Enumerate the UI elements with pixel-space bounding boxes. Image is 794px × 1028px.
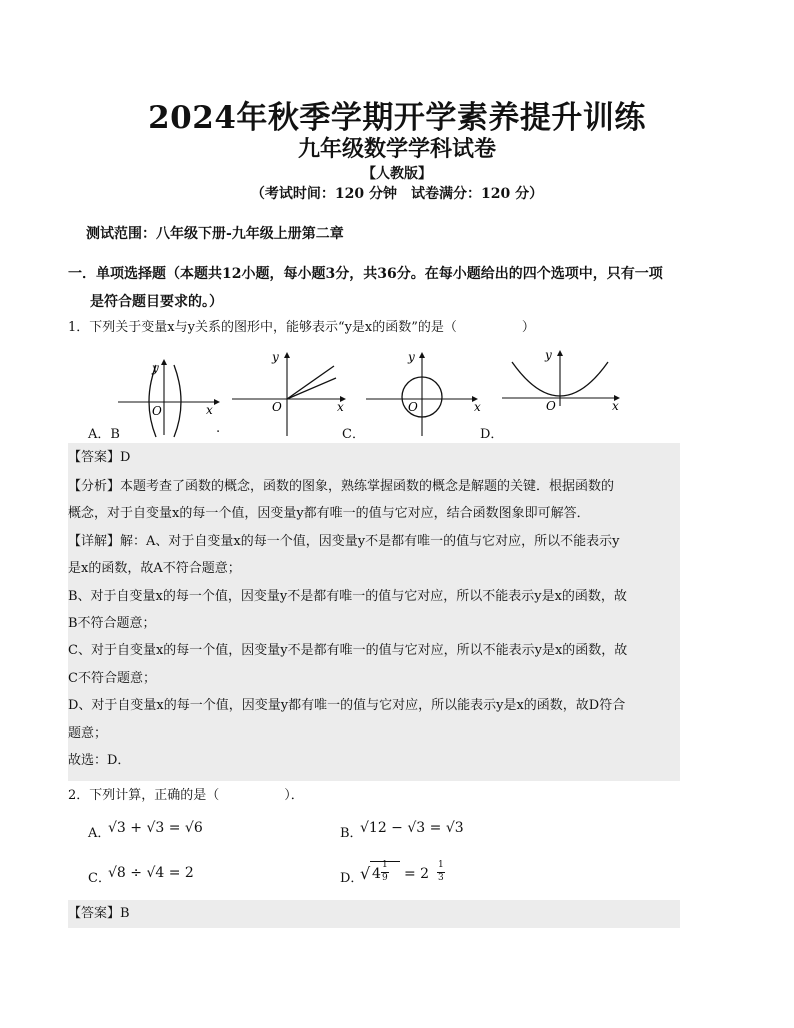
q2-d-rden: 3	[438, 873, 444, 883]
q2-option-d-label: D．	[340, 871, 364, 886]
q2-d-den: 9	[382, 873, 388, 883]
q1-solution-block	[68, 443, 680, 781]
q1-analysis-line: 概念，对于自变量x的每一个值，因变量y都有唯一的值与它对应，结合函数图象即可解答．	[68, 506, 590, 522]
graph-d-y-label: y	[545, 348, 552, 362]
q1-option-b-dot: .	[216, 421, 221, 436]
q2-option-a-expr: √3 + √3 = √6	[108, 820, 203, 836]
graph-a	[116, 355, 221, 440]
q2-d-num: 1	[382, 860, 388, 870]
test-scope: 测试范围：八年级下册-九年级上册第二章	[86, 226, 344, 242]
q1-analysis-line: C不符合题意；	[68, 670, 156, 686]
graph-d-origin: O	[546, 399, 556, 413]
exam-title: 2024年秋季学期开学素养提升训练	[148, 100, 646, 136]
section-heading-line2: 是符合题目要求的。）	[90, 294, 223, 310]
q1-answer: 【答案】D	[68, 450, 131, 465]
graph-d	[500, 346, 626, 436]
q1-analysis-line: 【分析】本题考查了函数的概念，函数的图象，熟练掌握函数的概念是解题的关键．根据函数的	[68, 479, 615, 494]
graph-c-x-label: x	[474, 400, 481, 414]
graph-c-y-label: y	[408, 350, 415, 364]
q2-option-c-label: C．	[88, 871, 111, 886]
section-heading	[68, 260, 708, 316]
graph-a-origin: O	[152, 404, 162, 418]
exam-info: （考试时间：120 分钟 试卷满分：120 分）	[250, 186, 544, 202]
q2-d-eq: = 2	[404, 866, 430, 882]
q2-option-a-label: A．	[88, 826, 111, 841]
q2-solution-block	[68, 900, 680, 928]
graph-b	[232, 348, 350, 438]
graph-c-origin: O	[408, 400, 418, 414]
graph-d-x-label: x	[612, 399, 619, 413]
q1-analysis-line: 故选：D．	[68, 753, 131, 769]
q1-analysis-line: B不符合题意；	[68, 616, 156, 632]
graph-b-x-label: x	[337, 400, 344, 414]
q1-analysis-line: 题意；	[68, 725, 108, 741]
graph-c	[362, 348, 486, 438]
q1-option-c-label: C．	[342, 427, 365, 442]
q2-option-b-label: B．	[340, 826, 363, 841]
graph-a-x-label: x	[206, 403, 213, 417]
q2-d-rnum: 1	[438, 860, 444, 870]
graph-b-y-label: y	[272, 350, 279, 364]
q1-analysis-line: C、对于自变量x的每一个值，因变量y不是都有唯一的值与它对应，所以不能表示y是x的函数，故	[68, 643, 628, 659]
graph-b-origin: O	[272, 400, 282, 414]
q2-option-d-expr: √ 4 1 9 = 2 1 3	[360, 860, 444, 883]
question-2-stem: 2．下列计算，正确的是（ ）．	[68, 788, 304, 803]
exam-subtitle: 九年级数学学科试卷	[297, 136, 496, 162]
q1-analysis-line: D、对于自变量x的每一个值，因变量y都有唯一的值与它对应，所以能表示y是x的函数，故D符合	[68, 698, 626, 714]
question-1-stem: 1．下列关于变量x与y关系的图形中，能够表示“y是x的函数”的是（ ）	[68, 320, 535, 335]
graph-a-y-label: y	[152, 361, 159, 375]
q1-analysis-line: B、对于自变量x的每一个值，因变量y不是都有唯一的值与它对应，所以不能表示y是x的函数，故	[68, 588, 627, 604]
q1-option-d-label: D．	[480, 427, 504, 442]
section-heading-line1: 一．单项选择题（本题共12小题，每小题3分，共36分。在每小题给出的四个选项中，只有一项	[68, 266, 663, 282]
q2-answer: 【答案】B	[68, 906, 130, 921]
q2-d-whole: 4	[372, 866, 381, 882]
q1-analysis-line: 【详解】解：A、对于自变量x的每一个值，因变量y不是都有唯一的值与它对应，所以不能表示y	[68, 533, 620, 549]
q2-option-b-expr: √12 − √3 = √3	[360, 820, 464, 836]
q1-option-a-label: A．B	[88, 427, 120, 442]
edition-label: 【人教版】	[362, 166, 432, 182]
q2-option-c-expr: √8 ÷ √4 = 2	[108, 865, 194, 881]
q1-analysis-line: 是x的函数，故A不符合题意；	[68, 561, 241, 577]
